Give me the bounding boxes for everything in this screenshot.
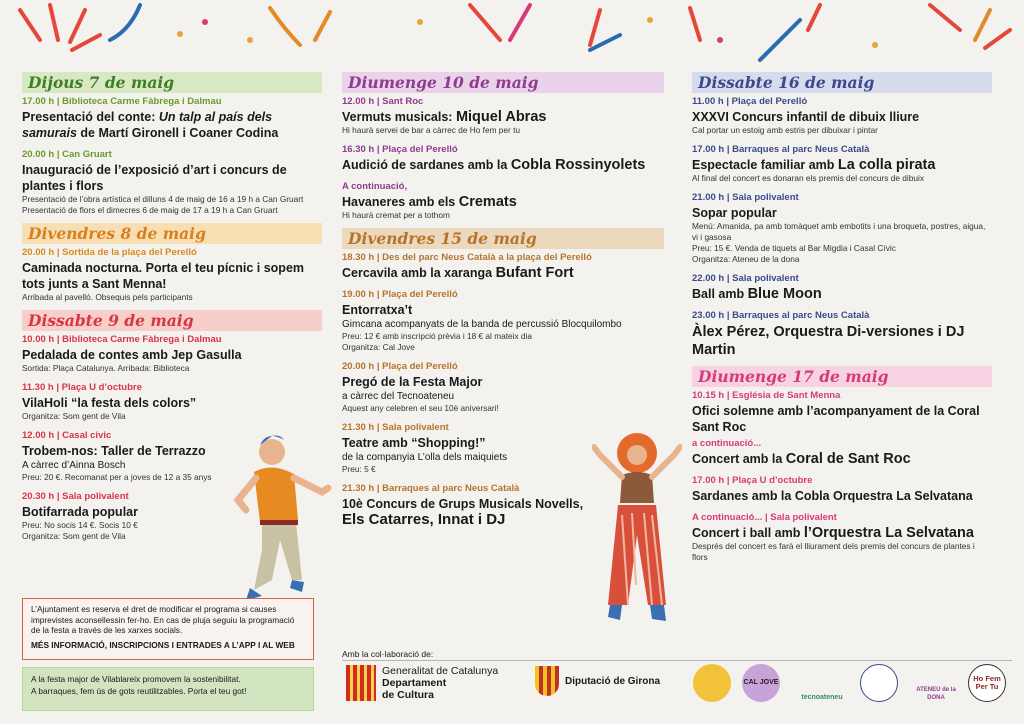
- event-note: Presentació de l’obra artística el dilluns 4 de maig de 16 a 19 h a Can Gruart: [22, 194, 304, 204]
- sustainability-line-2: A barraques, fem ús de gots reutilitzables. Porta el teu got!: [31, 686, 247, 696]
- ho-fem-per-tu-logo: Ho Fem Per Tu: [968, 664, 1006, 702]
- day-heading: Diumenge 10 de maig: [342, 72, 664, 93]
- event-time: 21.30 h | Barraques al parc Neus Català: [342, 483, 520, 494]
- event-subtitle: A càrrec d’Ainna Bosch: [22, 460, 126, 471]
- event: [22, 246, 322, 303]
- event-title: Pedalada de contes amb Jep Gasulla: [22, 348, 242, 362]
- collaboration-label: Amb la col·laboració de:: [342, 649, 434, 659]
- event-title: Cercavila amb la xaranga Bufant Fort: [342, 265, 574, 281]
- event-time: 17.00 h | Biblioteca Carme Fàbrega i Dalmau: [22, 96, 222, 107]
- event: [342, 421, 572, 475]
- event-title: XXXVI Concurs infantil de dibuix lliure: [692, 110, 920, 124]
- event-time: 21.00 h | Sala polivalent: [692, 192, 799, 203]
- sponsor-logo-yellow: [693, 664, 731, 702]
- event-title: Vermuts musicals: Miquel Abras: [342, 109, 547, 125]
- event-performers: Els Catarres, Innat i DJ: [342, 511, 506, 528]
- disclaimer-box: [22, 598, 314, 660]
- gencat-line-3: de Cultura: [382, 689, 434, 701]
- event-time: 22.00 h | Sala polivalent: [692, 273, 799, 284]
- day-heading: Dissabte 9 de maig: [22, 310, 322, 331]
- event-title: Sardanes amb la Cobla Orquestra La Selvatana: [692, 489, 973, 503]
- event-note: Preu: 15 €. Venda de tiquets al Bar Migdia i Casal Cívic: [692, 243, 896, 253]
- event-time: A continuació... | Sala polivalent: [692, 512, 837, 523]
- event-note: Cal portar un estoig amb estris per dibuixar i pintar: [692, 125, 878, 135]
- generalitat-logo: [346, 665, 498, 701]
- event-title: Espectacle familiar amb La colla pirata: [692, 157, 936, 173]
- column-3: [692, 72, 992, 570]
- dancer-illustration-girl: [592, 425, 682, 630]
- event-time: 16.30 h | Plaça del Perelló: [342, 144, 458, 155]
- day-heading: Diumenge 17 de maig: [692, 366, 992, 387]
- event-note: Presentació de flors el dimecres 6 de maig de 17 a 19 h a Can Gruart: [22, 205, 278, 215]
- event-title: 10è Concurs de Grups Musicals Novells,: [342, 497, 584, 511]
- event-note: Després del concert es farà el lliurament dels premis del concurs de plantes i flors: [692, 541, 975, 562]
- event-note: Organitza: Som gent de Vila: [22, 411, 126, 421]
- event-time: 21.30 h | Sala polivalent: [342, 422, 449, 433]
- event-time: 20.00 h | Plaça del Perelló: [342, 361, 458, 372]
- gencat-line-1: Generalitat de Catalunya: [382, 665, 499, 677]
- event-title: Concert i ball amb l’Orquestra La Selvatana: [692, 525, 974, 541]
- event-time: 10.15 h | Església de Sant Menna: [692, 390, 841, 401]
- more-info-link[interactable]: MÉS INFORMACIÓ, INSCRIPCIONS I ENTRADES A L’APP I AL WEB: [31, 639, 295, 650]
- event-time: 23.00 h | Barraques al parc Neus Català: [692, 310, 870, 321]
- senyera-icon: [346, 665, 376, 701]
- event-time: 20.00 h | Can Gruart: [22, 149, 112, 160]
- event-title: Teatre amb “Shopping!”: [342, 436, 486, 450]
- event-time: 19.00 h | Plaça del Perelló: [342, 289, 458, 300]
- event-time: a continuació...: [692, 438, 762, 449]
- event-subtitle: de la companyia L’olla dels maiquiets: [342, 452, 508, 463]
- event: [692, 143, 992, 184]
- event: [692, 309, 992, 359]
- event-title: Ofici solemne amb l’acompanyament de la Coral Sant Roc: [692, 404, 980, 434]
- event: [692, 95, 992, 136]
- olla-maiquiets-logo: [860, 664, 898, 702]
- event-time: 17.00 h | Barraques al parc Neus Català: [692, 144, 870, 155]
- diputacio-label: Diputació de Girona: [565, 675, 661, 687]
- event: [692, 511, 992, 563]
- event: [692, 474, 992, 504]
- event-note: Al final del concert es donaran els premis del concurs de dibuix: [692, 173, 924, 183]
- event: [342, 482, 602, 528]
- event-title: Havaneres amb els Cremats: [342, 194, 517, 210]
- event-note: Sortida: Plaça Catalunya. Arribada: Biblioteca: [22, 363, 190, 373]
- event-note: Aquest any celebren el seu 10è aniversari!: [342, 403, 499, 413]
- day-heading: Dijous 7 de maig: [22, 72, 322, 93]
- event-time: 10.00 h | Biblioteca Carme Fàbrega i Dalmau: [22, 334, 222, 345]
- event-note: Menú: Amanida, pa amb tomàquet amb embotits i una broqueta, postres, aigua, vi i gasosa: [692, 221, 986, 242]
- event: [342, 180, 664, 221]
- event-title: Entorratxa’t: [342, 303, 413, 317]
- event-time: 20.30 h | Sala polivalent: [22, 491, 129, 502]
- sustainability-box: [22, 667, 314, 711]
- event-title: Caminada nocturna. Porta el teu pícnic i sopem tots junts a Sant Menna!: [22, 261, 305, 291]
- event-note: Preu: No socis 14 €. Socis 10 €: [22, 520, 138, 530]
- event: [22, 148, 322, 216]
- ateneu-dona-logo: ATENEU de la DONA: [916, 687, 956, 701]
- event-title: Inauguració de l’exposició d’art i concurs de plantes i flors: [22, 163, 287, 193]
- cal-jove-logo: CAL JOVE: [742, 664, 780, 702]
- event-title: Pregó de la Festa Major: [342, 375, 483, 389]
- event-note: Organitza: Ateneu de la dona: [692, 254, 800, 264]
- day-heading: Divendres 15 de maig: [342, 228, 664, 249]
- event-note: Organitza: Som gent de Vila: [22, 531, 126, 541]
- diputacio-girona-logo: [535, 666, 660, 696]
- event-time: A continuació,: [342, 181, 408, 192]
- event: [692, 272, 992, 302]
- event: [692, 389, 992, 435]
- event: [342, 143, 664, 173]
- event: [342, 95, 664, 136]
- event: [22, 95, 322, 141]
- event-title: VilaHoli “la festa dels colors”: [22, 396, 197, 410]
- fireworks-decoration: [0, 0, 1024, 80]
- day-heading: Dissabte 16 de maig: [692, 72, 992, 93]
- event-note: Hi haurà servei de bar a càrrec de Ho fem per tu: [342, 125, 521, 135]
- disclaimer-text: L’Ajuntament es reserva el dret de modificar el programa si causes imprevistes aconsellessin fer-ho. En cas de pluja seguiu la programació de la festa a través de les xarxes socials.: [31, 604, 295, 635]
- event-subtitle: Gimcana acompanyats de la banda de percussió Blocquilombo: [342, 319, 622, 330]
- event-note: Preu: 20 €. Recomanat per a joves de 12 a 35 anys: [22, 472, 212, 482]
- event-title: Sopar popular: [692, 206, 777, 220]
- event-time: 11.30 h | Plaça U d’octubre: [22, 382, 142, 393]
- event-note: Organitza: Cal Jove: [342, 342, 415, 352]
- event: [692, 191, 992, 265]
- event-note: Preu: 12 € amb inscripció prèvia i 18 € al mateix dia: [342, 331, 533, 341]
- event-title: Ball amb Blue Moon: [692, 286, 822, 302]
- event: [22, 333, 322, 374]
- event-time: 12.00 h | Casal cívic: [22, 430, 112, 441]
- divider: [342, 660, 1012, 661]
- event: [692, 437, 992, 467]
- event-time: 18.30 h | Des del parc Neus Català a la plaça del Perelló: [342, 252, 592, 263]
- event: [342, 288, 664, 353]
- shield-icon: [535, 666, 559, 696]
- event: [342, 251, 664, 281]
- event: [342, 360, 572, 414]
- event-note: Arribada al pavelló. Obsequis pels participants: [22, 292, 193, 302]
- event-title: Trobem-nos: Taller de Terrazzo: [22, 444, 206, 458]
- event-time: 12.00 h | Sant Roc: [342, 96, 424, 107]
- event-time: 11.00 h | Plaça del Perelló: [692, 96, 808, 107]
- event-time: 17.00 h | Plaça U d’octubre: [692, 475, 813, 486]
- sustainability-line-1: A la festa major de Vilablareix promovem la sostenibilitat.: [31, 674, 241, 684]
- event-title: Concert amb la Coral de Sant Roc: [692, 451, 911, 467]
- event-title: Presentació del conte: Un talp al país dels samurais de Martí Gironell i Coaner Codina: [22, 110, 279, 140]
- event-time: 20.00 h | Sortida de la plaça del Perelló: [22, 247, 197, 258]
- event-title: Àlex Pérez, Orquestra Di-versiones i DJ Martin: [692, 324, 965, 358]
- event-title: Audició de sardanes amb la Cobla Rossinyolets: [342, 157, 646, 173]
- gencat-line-2: Departament: [382, 677, 447, 689]
- tecnoateneu-logo: tecnoateneu: [801, 694, 843, 701]
- event-subtitle: a càrrec del Tecnoateneu: [342, 391, 455, 402]
- event: [22, 381, 322, 422]
- event-note: Hi haurà cremat per a tothom: [342, 210, 450, 220]
- day-heading: Divendres 8 de maig: [22, 223, 322, 244]
- event-note: Preu: 5 €: [342, 464, 376, 474]
- event-title: Botifarrada popular: [22, 505, 138, 519]
